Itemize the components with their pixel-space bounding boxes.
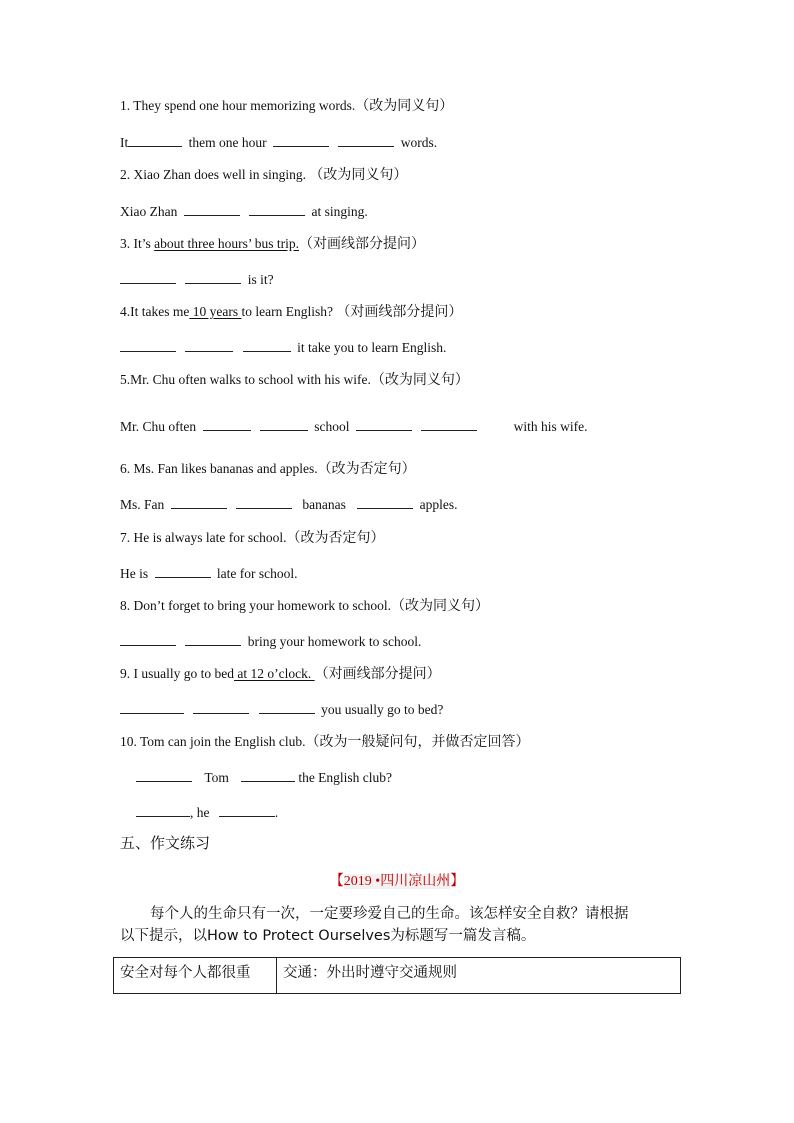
answer-blank[interactable] xyxy=(260,416,308,431)
answer-blank[interactable] xyxy=(203,416,251,431)
table-cell: 安全对每个人都很重 xyxy=(114,958,277,994)
answer-blank[interactable] xyxy=(241,767,295,782)
q5-answer-end: with his wife. xyxy=(513,419,588,434)
answer-blank[interactable] xyxy=(249,201,305,216)
q4-answer-end: it take you to learn English. xyxy=(297,340,447,355)
q9-pre: 9. I usually go to bed xyxy=(120,666,234,681)
q4-line xyxy=(120,303,462,321)
q10-answer-end: the English club? xyxy=(298,770,393,785)
q6-answer-start: Ms. Fan xyxy=(120,497,165,512)
answer-blank[interactable] xyxy=(120,631,176,646)
q3-note: （对画线部分提问） xyxy=(298,236,425,252)
q2-line xyxy=(120,166,407,184)
answer-blank[interactable] xyxy=(273,132,329,147)
q8-text: 8. Don’t forget to bring your homework to school. xyxy=(120,598,391,613)
q7-note: （改为否定句） xyxy=(286,530,385,546)
prompt-line-1: 每个人的生命只有一次，一定要珍爱自己的生命。该怎样安全自救？请根据 xyxy=(150,906,629,922)
q10-answer2 xyxy=(136,802,278,822)
q6-line xyxy=(120,460,416,478)
answer-blank[interactable] xyxy=(136,802,190,817)
answer-blank[interactable] xyxy=(136,767,192,782)
q7-answer-start: He is xyxy=(120,566,149,581)
q5-answer xyxy=(120,416,588,436)
q1-text: 1. They spend one hour memorizing words. xyxy=(120,98,356,113)
q5-line xyxy=(120,371,469,389)
q1-line xyxy=(120,97,453,115)
q2-answer-start: Xiao Zhan xyxy=(120,204,178,219)
prompt-line-2: 以下提示，以How to Protect Ourselves为标题写一篇发言稿。 xyxy=(120,928,536,944)
q3-answer-end: is it? xyxy=(247,272,274,287)
q2-answer-end: at singing. xyxy=(311,204,368,219)
q6-text: 6. Ms. Fan likes bananas and apples. xyxy=(120,461,318,476)
q7-answer-end: late for school. xyxy=(216,566,298,581)
answer-blank[interactable] xyxy=(185,269,241,284)
q4-underlined: 10 years xyxy=(189,304,242,319)
source-tag xyxy=(0,870,794,890)
answer-blank[interactable] xyxy=(128,132,182,147)
q10-note: （改为一般疑问句，并做否定回答） xyxy=(305,734,530,750)
q2-answer xyxy=(120,201,368,221)
q3-underlined: about three hours’ bus trip. xyxy=(154,236,299,251)
q7-text: 7. He is always late for school. xyxy=(120,530,287,545)
answer-blank[interactable] xyxy=(185,337,233,352)
q10-answer xyxy=(136,767,392,787)
q10-line xyxy=(120,733,530,751)
q1-answer-mid: them one hour xyxy=(188,135,267,150)
q8-note: （改为同义句） xyxy=(390,598,489,614)
answer-blank[interactable] xyxy=(120,699,184,714)
q3-pre: 3. It’s xyxy=(120,236,155,251)
answer-blank[interactable] xyxy=(120,337,176,352)
q6-answer-end: apples. xyxy=(419,497,458,512)
q10-answer-mid: Tom xyxy=(204,770,229,785)
q10-answer2-end: . xyxy=(274,805,279,820)
q6-answer-mid: bananas xyxy=(302,497,346,512)
q8-line xyxy=(120,597,489,615)
answer-blank[interactable] xyxy=(155,563,211,578)
answer-blank[interactable] xyxy=(193,699,249,714)
table-row xyxy=(114,958,681,994)
q1-answer-end: words. xyxy=(400,135,438,150)
q8-answer xyxy=(120,631,421,651)
q10-answer2-mid: , he xyxy=(190,805,210,820)
q9-note: （对画线部分提问） xyxy=(314,666,441,682)
q10-text: 10. Tom can join the English club. xyxy=(120,734,306,749)
answer-blank[interactable] xyxy=(120,269,176,284)
answer-blank[interactable] xyxy=(421,416,477,431)
section-heading: 五、作文练习 xyxy=(120,834,211,852)
answer-blank[interactable] xyxy=(356,416,412,431)
q5-note: （改为同义句） xyxy=(370,372,469,388)
source-bracket-close: 】 xyxy=(450,873,465,889)
answer-blank[interactable] xyxy=(243,337,291,352)
q9-line xyxy=(120,665,441,683)
q1-note: （改为同义句） xyxy=(355,98,454,114)
table-cell: 交通：外出时遵守交通规则 xyxy=(277,958,681,994)
q6-note: （改为否定句） xyxy=(317,461,416,477)
q9-answer-end: you usually go to bed? xyxy=(321,702,444,717)
answer-blank[interactable] xyxy=(357,494,413,509)
hint-table xyxy=(113,957,681,994)
q3-line xyxy=(120,235,425,253)
q4-pre: 4.It takes me xyxy=(120,304,190,319)
answer-blank[interactable] xyxy=(259,699,315,714)
q9-underlined: at 12 o’clock. xyxy=(234,666,315,681)
q3-answer xyxy=(120,269,274,289)
answer-blank[interactable] xyxy=(219,802,275,817)
answer-blank[interactable] xyxy=(185,631,241,646)
q9-answer xyxy=(120,699,443,719)
q7-line xyxy=(120,529,384,547)
q6-answer xyxy=(120,494,458,514)
q5-answer-mid: school xyxy=(314,419,350,434)
q8-answer-end: bring your homework to school. xyxy=(247,634,422,649)
q2-note: （改为同义句） xyxy=(309,167,408,183)
answer-blank[interactable] xyxy=(184,201,240,216)
q5-answer-start: Mr. Chu often xyxy=(120,419,197,434)
q5-text: 5.Mr. Chu often walks to school with his wife. xyxy=(120,372,371,387)
answer-blank[interactable] xyxy=(171,494,227,509)
answer-blank[interactable] xyxy=(236,494,292,509)
source-bracket-open: 【 xyxy=(329,873,344,889)
q2-text: 2. Xiao Zhan does well in singing. xyxy=(120,167,306,182)
source-text: 2019 •四川凉山州 xyxy=(343,874,451,889)
answer-blank[interactable] xyxy=(338,132,394,147)
q4-note: （对画线部分提问） xyxy=(336,304,463,320)
q1-answer xyxy=(120,132,437,152)
q7-answer xyxy=(120,563,297,583)
q4-answer xyxy=(120,337,446,357)
q4-post: to learn English? xyxy=(241,304,333,319)
q1-answer-start: It xyxy=(120,135,129,150)
